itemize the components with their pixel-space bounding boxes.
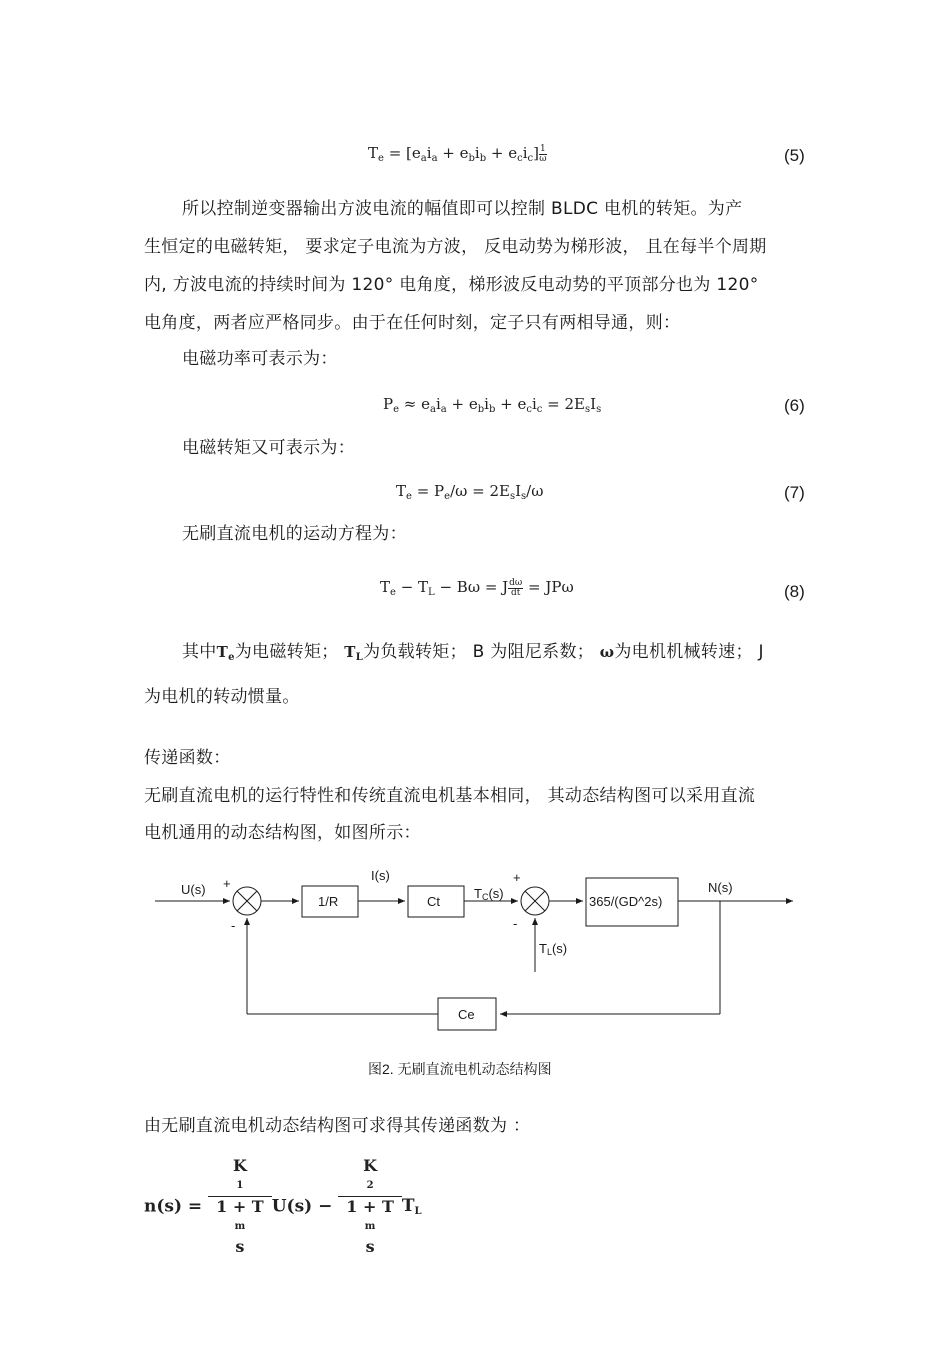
label-n: N(s): [708, 880, 733, 895]
torque-label: 电磁转矩又可表示为：: [182, 438, 355, 458]
equation-7: $T_e = P_e/\omega = 2E_sI_s/\omega$: [396, 482, 544, 502]
paragraph-1-line-4: 电角度，两者应严格同步。由于在任何时刻，定子只有两相导通，则：: [144, 313, 681, 333]
figure-caption: 图2. 无刷直流电机动态结构图: [368, 1061, 552, 1077]
paragraph-2-line-2: 为电机的转动惯量。: [144, 687, 300, 707]
block-ce-label: Ce: [458, 1007, 475, 1022]
paragraph-1-line-2: 生恒定的电磁转矩， 要求定子电流为方波， 反电动势为梯形波， 且在每半个周期: [144, 237, 767, 257]
label-u: U(s): [181, 882, 206, 897]
paragraph-2-line-1: 其中$T_e$为电磁转矩； $T_L$为负载转矩； B 为阻尼系数； ω为电机机械转速； J: [182, 642, 764, 663]
motion-label: 无刷直流电机的运动方程为：: [182, 524, 407, 544]
equation-7-number: (7): [784, 483, 805, 502]
label-plus-2: +: [513, 870, 521, 885]
equation-5: $T_e = [e_ai_a + e_bi_b + e_ci_c]$ $\frac{1}{\omega}$: [368, 143, 547, 164]
label-tc: TC(s): [474, 886, 504, 902]
label-plus-1: +: [223, 876, 231, 891]
block-diagram: [0, 860, 950, 1040]
label-tl: TL(s): [539, 941, 568, 957]
equation-5-number: (5): [784, 146, 805, 165]
power-label: 电磁功率可表示为：: [182, 349, 338, 369]
block-365-gd2s-label: 365/(GD^2s): [589, 894, 663, 909]
paragraph-3-line-1: 无刷直流电机的运行特性和传统直流电机基本相同， 其动态结构图可以采用直流: [144, 786, 756, 806]
label-minus-1: -: [231, 918, 236, 933]
section-title: 传递函数：: [144, 748, 231, 768]
paragraph-1-line-1: 所以控制逆变器输出方波电流的幅值即可以控制 BLDC 电机的转矩。为产: [182, 199, 743, 219]
label-i: I(s): [371, 868, 390, 883]
transfer-function: n(s) = K 1 1 + T m s U(s) − K 2 1 + T m s $T_L$: [144, 1156, 422, 1256]
transfer-intro: 由无刷直流电机动态结构图可求得其传递函数为 ：: [144, 1116, 531, 1136]
equation-6-number: (6): [784, 396, 805, 415]
label-minus-2: -: [513, 916, 518, 931]
paragraph-1-line-3: 内, 方波电流的持续时间为 120° 电角度，梯形波反电动势的平顶部分也为 120°: [144, 275, 759, 295]
equation-8-number: (8): [784, 582, 805, 601]
paragraph-3-line-2: 电机通用的动态结构图，如图所示：: [144, 823, 421, 843]
block-1-over-r-label: 1/R: [318, 894, 339, 909]
block-ct-label: Ct: [427, 894, 440, 909]
equation-8: $T_e - T_L - B\omega = J$ $\frac{d\omega}{dt}$ = JPω: [380, 577, 574, 598]
equation-6: $P_e \approx e_ai_a + e_bi_b + e_ci_c = 2E_sI_s$: [383, 395, 602, 415]
